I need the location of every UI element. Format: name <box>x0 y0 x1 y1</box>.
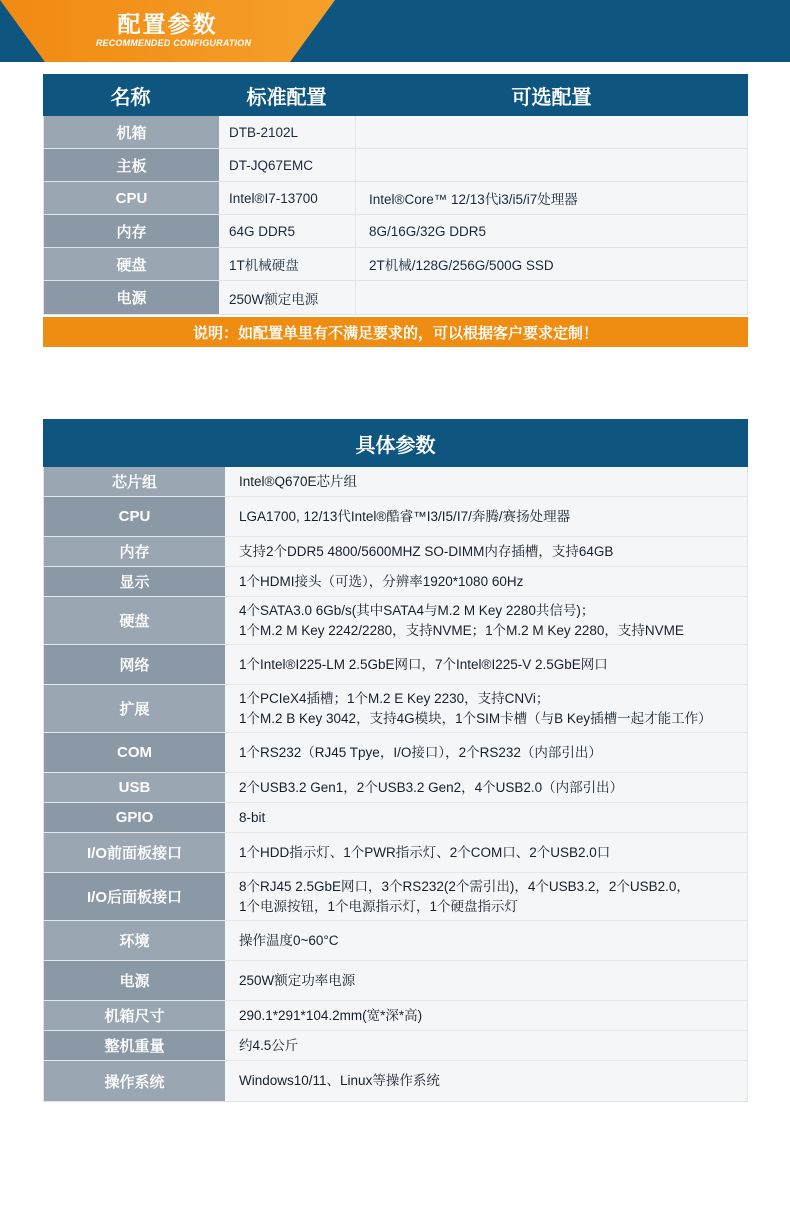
spec-row-label: I/O后面板接口 <box>44 873 225 920</box>
config-header-name: 名称 <box>110 86 151 109</box>
page-banner <box>0 0 790 62</box>
spec-value-line: 8个RJ45 2.5GbE网口，3个RS232(2个需引出)，4个USB3.2，2个USB2.0， <box>239 878 690 894</box>
spec-row-label: CPU <box>44 497 225 536</box>
config-row-name: 主板 <box>44 149 219 181</box>
spec-row-value <box>225 597 747 644</box>
spec-row-value <box>225 567 747 596</box>
config-row-optional <box>356 116 747 148</box>
spec-row-label: 内存 <box>44 537 225 566</box>
configuration-table-body <box>43 116 748 315</box>
table-row <box>44 537 747 567</box>
config-row-standard: 1T机械硬盘 <box>219 248 356 280</box>
spec-value-line: 8-bit <box>239 809 266 825</box>
table-row <box>44 921 747 961</box>
spec-row-value <box>225 685 747 732</box>
table-row <box>44 215 747 248</box>
config-row-optional: Intel®Core™ 12/13代i3/i5/i7处理器 <box>356 182 747 214</box>
banner-subtitle: RECOMMENDED CONFIGURATION <box>95 38 252 48</box>
spec-row-label: 电源 <box>44 961 225 1000</box>
spec-row-label: COM <box>44 733 225 772</box>
spec-row-value <box>225 497 747 536</box>
configuration-table <box>43 74 748 347</box>
spec-row-value <box>225 645 747 684</box>
spec-row-value <box>225 537 747 566</box>
config-row-standard: 64G DDR5 <box>219 215 356 247</box>
spec-row-label: 网络 <box>44 645 225 684</box>
spec-value-line: 支持2个DDR5 4800/5600MHZ SO-DIMM内存插槽，支持64GB <box>239 543 614 559</box>
spec-row-value <box>225 733 747 772</box>
config-row-standard: Intel®I7-13700 <box>219 182 356 214</box>
config-row-optional <box>356 149 747 181</box>
spec-row-label: 硬盘 <box>44 597 225 644</box>
spec-value-line: 操作温度0~60°C <box>239 932 339 948</box>
spec-row-label: USB <box>44 773 225 802</box>
banner-title: 配置参数 <box>117 11 218 37</box>
config-row-standard: DT-JQ67EMC <box>219 149 356 181</box>
config-row-name: 机箱 <box>44 116 219 148</box>
spec-value-line: 1个RS232（RJ45 Tpye，I/O接口），2个RS232（内部引出） <box>239 744 602 760</box>
spec-value-line: Intel®Q670E芯片组 <box>239 473 357 489</box>
table-row <box>44 803 747 833</box>
spec-row-value <box>225 961 747 1000</box>
spec-row-value <box>225 1001 747 1030</box>
spec-value-line: 250W额定功率电源 <box>239 972 356 988</box>
table-row <box>44 497 747 537</box>
configuration-note: 说明：如配置单里有不满足要求的，可以根据客户要求定制！ <box>43 317 748 347</box>
spec-value-line: 1个HDD指示灯、1个PWR指示灯、2个COM口、2个USB2.0口 <box>239 844 611 860</box>
specification-table <box>43 419 748 1102</box>
spec-row-label: GPIO <box>44 803 225 832</box>
config-row-optional: 2T机械/128G/256G/500G SSD <box>356 248 747 280</box>
table-row <box>44 873 747 921</box>
spec-row-value <box>225 803 747 832</box>
spec-row-value <box>225 467 747 496</box>
table-row <box>44 773 747 803</box>
table-row <box>44 645 747 685</box>
config-row-name: 硬盘 <box>44 248 219 280</box>
spec-value-line: 约4.5公斤 <box>239 1037 299 1053</box>
spec-row-value <box>225 873 747 920</box>
spec-value-line: 1个电源按钮，1个电源指示灯，1个硬盘指示灯 <box>239 898 519 914</box>
config-row-name: CPU <box>44 182 219 214</box>
config-row-name: 电源 <box>44 281 219 314</box>
table-row <box>44 116 747 149</box>
spec-value-line: 1个Intel®I225-LM 2.5GbE网口，7个Intel®I225-V 2.5GbE网口 <box>239 656 608 672</box>
table-row <box>44 833 747 873</box>
table-row <box>44 685 747 733</box>
spec-value-line: LGA1700, 12/13代Intel®酷睿™I3/I5/I7/奔腾/赛扬处理器 <box>239 508 571 524</box>
spec-value-line: 1个HDMI接头（可选），分辨率1920*1080 60Hz <box>239 573 524 589</box>
table-row <box>44 567 747 597</box>
spec-value-line: 2个USB3.2 Gen1，2个USB3.2 Gen2，4个USB2.0（内部引出） <box>239 779 624 795</box>
table-row <box>44 1031 747 1061</box>
spec-row-label: 环境 <box>44 921 225 960</box>
table-row <box>44 961 747 1001</box>
config-header-optional: 可选配置 <box>511 86 592 109</box>
spec-row-label: 显示 <box>44 567 225 596</box>
spec-value-line: 290.1*291*104.2mm(宽*深*高) <box>239 1007 423 1023</box>
table-row <box>44 1001 747 1031</box>
spec-row-value <box>225 1061 747 1101</box>
specification-table-title: 具体参数 <box>43 419 748 467</box>
configuration-table-header <box>43 74 748 116</box>
config-row-standard: DTB-2102L <box>219 116 356 148</box>
config-row-name: 内存 <box>44 215 219 247</box>
spec-row-label: 芯片组 <box>44 467 225 496</box>
table-row <box>44 733 747 773</box>
table-row <box>44 248 747 281</box>
config-row-standard: 250W额定电源 <box>219 281 356 314</box>
spec-row-label: 扩展 <box>44 685 225 732</box>
spec-row-label: I/O前面板接口 <box>44 833 225 872</box>
table-row <box>44 597 747 645</box>
table-row <box>44 182 747 215</box>
config-header-standard: 标准配置 <box>246 86 327 109</box>
spec-row-value <box>225 1031 747 1060</box>
spec-value-line: 4个SATA3.0 6Gb/s(其中SATA4与M.2 M Key 2280共信号)； <box>239 602 595 618</box>
spec-row-label: 整机重量 <box>44 1031 225 1060</box>
spec-row-value <box>225 921 747 960</box>
specification-table-body <box>43 467 748 1102</box>
spec-value-line: 1个M.2 M Key 2242/2280，支持NVME；1个M.2 M Key 2280，支持NVME <box>239 622 684 638</box>
table-row <box>44 467 747 497</box>
table-row <box>44 149 747 182</box>
spec-value-line: 1个M.2 B Key 3042，支持4G模块，1个SIM卡槽（与B Key插槽一起才能工作） <box>239 710 712 726</box>
spec-row-label: 操作系统 <box>44 1061 225 1101</box>
spec-row-label: 机箱尺寸 <box>44 1001 225 1030</box>
spec-row-value <box>225 773 747 802</box>
config-row-optional: 8G/16G/32G DDR5 <box>356 215 747 247</box>
spec-value-line: Windows10/11、Linux等操作系统 <box>239 1073 440 1089</box>
table-row <box>44 1061 747 1101</box>
spec-value-line: 1个PCIeX4插槽；1个M.2 E Key 2230，支持CNVi； <box>239 690 550 706</box>
table-row <box>44 281 747 314</box>
spec-row-value <box>225 833 747 872</box>
config-row-optional <box>356 281 747 314</box>
